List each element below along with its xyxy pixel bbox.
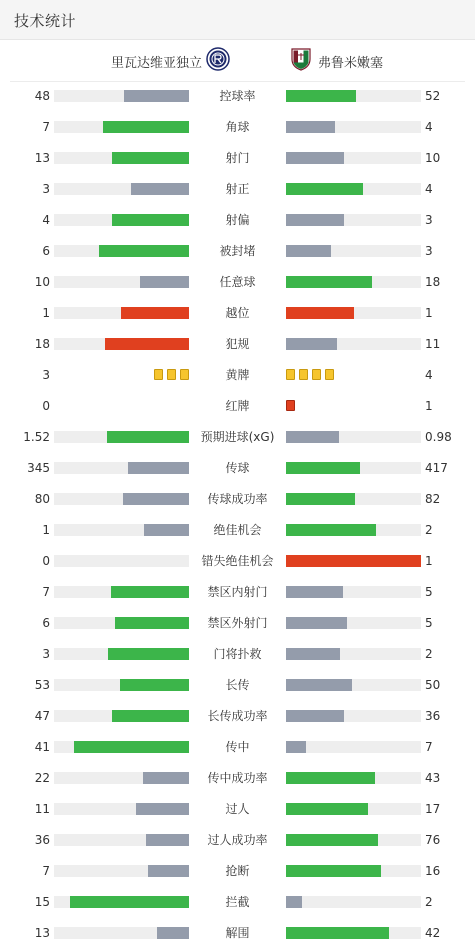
- away-stat-value: 1: [425, 399, 433, 413]
- away-bar-fill: [286, 555, 421, 567]
- away-bar-fill: [286, 431, 339, 443]
- home-bar-fill: [157, 927, 189, 939]
- away-bar-fill: [286, 927, 389, 939]
- stat-label: 禁区外射门: [207, 616, 268, 630]
- yellow-card-icon: [286, 369, 295, 380]
- home-bar-track: [54, 462, 189, 474]
- home-stat-value: 47: [34, 709, 50, 723]
- away-bar-track: [286, 276, 421, 288]
- stat-label: 门将扑救: [213, 647, 262, 661]
- away-bar-track: [286, 834, 421, 846]
- home-stat-value: 0: [42, 399, 50, 413]
- stat-label: 传球成功率: [207, 492, 268, 506]
- stat-label: 角球: [225, 120, 250, 134]
- stat-label: 错失绝佳机会: [201, 554, 274, 568]
- away-bar-fill: [286, 648, 340, 660]
- away-bar-fill: [286, 865, 381, 877]
- away-bar-track: [286, 555, 421, 567]
- away-bar-fill: [286, 152, 344, 164]
- home-stat-value: 6: [42, 616, 50, 630]
- stat-row: [0, 391, 475, 422]
- away-bar-track: [286, 803, 421, 815]
- away-bar-track: [286, 741, 421, 753]
- away-bar-fill: [286, 772, 375, 784]
- away-bar-track: [286, 121, 421, 133]
- away-bar-track: [286, 431, 421, 443]
- home-bar-track: [54, 524, 189, 536]
- stat-row: [0, 236, 475, 267]
- home-bar-fill: [124, 90, 189, 102]
- away-bar-fill: [286, 679, 352, 691]
- away-bar-fill: [286, 741, 306, 753]
- stat-row: [0, 360, 475, 391]
- home-bar-track: [54, 121, 189, 133]
- away-bar-fill: [286, 276, 372, 288]
- stat-row: [0, 205, 475, 236]
- stat-label: 抢断: [225, 864, 250, 878]
- yellow-card-icon: [325, 369, 334, 380]
- stat-label: 红牌: [225, 399, 250, 413]
- home-bar-fill: [74, 741, 189, 753]
- home-bar-track: [54, 152, 189, 164]
- home-bar-track: [54, 710, 189, 722]
- away-bar-fill: [286, 214, 344, 226]
- home-stat-value: 3: [42, 647, 50, 661]
- home-bar-fill: [108, 648, 189, 660]
- yellow-card-icon: [154, 369, 163, 380]
- home-bar-fill: [121, 307, 189, 319]
- home-bar-fill: [128, 462, 189, 474]
- teams-header: [10, 40, 465, 82]
- away-bar-fill: [286, 121, 335, 133]
- stat-row: [0, 329, 475, 360]
- away-bar-fill: [286, 183, 363, 195]
- home-stat-value: 15: [34, 895, 50, 909]
- home-stat-value: 7: [42, 120, 50, 134]
- away-stat-value: 52: [425, 89, 441, 103]
- away-stat-value: 16: [425, 864, 441, 878]
- away-stat-value: 2: [425, 647, 433, 661]
- home-bar-fill: [136, 803, 189, 815]
- home-bar-track: [54, 896, 189, 908]
- home-stat-value: 3: [42, 182, 50, 196]
- stat-label: 禁区内射门: [207, 585, 268, 599]
- yellow-card-icon: [299, 369, 308, 380]
- home-stat-value: 22: [34, 771, 50, 785]
- stat-label: 长传: [225, 678, 250, 692]
- independiente-rivadavia-crest-icon: [206, 47, 230, 75]
- away-stat-value: 0.98: [425, 430, 452, 444]
- home-stat-value: 345: [27, 461, 50, 475]
- away-stat-value: 18: [425, 275, 441, 289]
- away-stat-value: 4: [425, 182, 433, 196]
- home-bar-fill: [120, 679, 189, 691]
- home-team-name: 里瓦达维亚独立: [110, 55, 202, 71]
- away-bar-fill: [286, 493, 355, 505]
- stat-label: 射门: [225, 151, 250, 165]
- away-bar-fill: [286, 586, 343, 598]
- home-stat-value: 41: [34, 740, 50, 754]
- stat-label: 传球: [225, 461, 250, 475]
- away-bar-track: [286, 493, 421, 505]
- page-title: 技术统计: [14, 12, 77, 30]
- stat-row: [0, 267, 475, 298]
- away-bar-track: [286, 648, 421, 660]
- stat-label: 控球率: [219, 89, 256, 103]
- home-team[interactable]: [111, 49, 230, 73]
- stat-label: 射偏: [225, 213, 250, 227]
- away-stat-value: 5: [425, 585, 433, 599]
- stat-row: [0, 825, 475, 856]
- home-bar-fill: [112, 152, 189, 164]
- home-stat-value: 13: [34, 151, 50, 165]
- home-stat-value: 80: [34, 492, 50, 506]
- home-bar-fill: [115, 617, 189, 629]
- stat-row: [0, 670, 475, 701]
- home-bar-track: [54, 834, 189, 846]
- away-team[interactable]: [290, 49, 383, 73]
- stat-row: [0, 298, 475, 329]
- home-stat-value: 48: [34, 89, 50, 103]
- away-stat-value: 82: [425, 492, 441, 506]
- away-bar-track: [286, 307, 421, 319]
- away-stat-value: 1: [425, 554, 433, 568]
- stat-row: [0, 81, 475, 112]
- away-bar-track: [286, 865, 421, 877]
- stat-row: [0, 515, 475, 546]
- home-bar-track: [54, 679, 189, 691]
- stat-row: [0, 422, 475, 453]
- away-bar-fill: [286, 307, 354, 319]
- away-stat-value: 17: [425, 802, 441, 816]
- stat-label: 射正: [225, 182, 250, 196]
- away-stat-value: 36: [425, 709, 441, 723]
- stat-row: [0, 174, 475, 205]
- home-bar-track: [54, 245, 189, 257]
- home-bar-fill: [144, 524, 189, 536]
- home-bar-fill: [146, 834, 189, 846]
- yellow-card-icon: [167, 369, 176, 380]
- stat-row: [0, 732, 475, 763]
- home-bar-fill: [70, 896, 189, 908]
- away-stat-value: 10: [425, 151, 441, 165]
- stat-row: [0, 484, 475, 515]
- away-stat-value: 76: [425, 833, 441, 847]
- away-stat-value: 4: [425, 120, 433, 134]
- stat-label: 越位: [225, 306, 250, 320]
- home-bar-fill: [112, 710, 189, 722]
- away-team-name: 弗鲁米嫩塞: [318, 55, 384, 71]
- home-bar-fill: [99, 245, 189, 257]
- home-bar-fill: [131, 183, 189, 195]
- away-bar-track: [286, 183, 421, 195]
- home-cards: [154, 369, 189, 381]
- home-stat-value: 1.52: [23, 430, 50, 444]
- stat-label: 预期进球(xG): [200, 430, 275, 444]
- away-cards: [286, 369, 334, 381]
- home-bar-track: [54, 307, 189, 319]
- stat-row: [0, 112, 475, 143]
- away-bar-fill: [286, 834, 378, 846]
- away-bar-fill: [286, 896, 302, 908]
- stat-row: [0, 143, 475, 174]
- stat-label: 传中: [225, 740, 250, 754]
- away-bar-fill: [286, 803, 368, 815]
- home-bar-fill: [123, 493, 189, 505]
- home-bar-track: [54, 617, 189, 629]
- home-bar-track: [54, 90, 189, 102]
- home-stat-value: 6: [42, 244, 50, 258]
- home-stat-value: 10: [34, 275, 50, 289]
- stat-row: [0, 856, 475, 887]
- away-bar-track: [286, 617, 421, 629]
- home-bar-track: [54, 586, 189, 598]
- yellow-card-icon: [312, 369, 321, 380]
- stat-label: 绝佳机会: [213, 523, 262, 537]
- stat-row: [0, 701, 475, 732]
- stat-label: 犯规: [225, 337, 250, 351]
- away-bar-track: [286, 462, 421, 474]
- home-bar-track: [54, 741, 189, 753]
- home-bar-fill: [112, 214, 189, 226]
- away-bar-fill: [286, 617, 347, 629]
- away-bar-fill: [286, 462, 360, 474]
- away-bar-track: [286, 214, 421, 226]
- stat-label: 任意球: [219, 275, 256, 289]
- yellow-card-icon: [180, 369, 189, 380]
- away-stat-value: 3: [425, 244, 433, 258]
- home-bar-fill: [148, 865, 189, 877]
- away-bar-track: [286, 152, 421, 164]
- stat-label: 拦截: [225, 895, 250, 909]
- stat-row: [0, 639, 475, 670]
- away-bar-fill: [286, 524, 376, 536]
- stat-row: [0, 918, 475, 949]
- home-bar-fill: [143, 772, 189, 784]
- home-stat-value: 18: [34, 337, 50, 351]
- away-stat-value: 2: [425, 895, 433, 909]
- home-bar-track: [54, 772, 189, 784]
- away-stat-value: 4: [425, 368, 433, 382]
- away-stat-value: 11: [425, 337, 441, 351]
- stat-label: 解围: [225, 926, 250, 940]
- home-stat-value: 1: [42, 523, 50, 537]
- away-stat-value: 2: [425, 523, 433, 537]
- home-stat-value: 4: [42, 213, 50, 227]
- away-bar-fill: [286, 245, 331, 257]
- away-stat-value: 7: [425, 740, 433, 754]
- away-bar-fill: [286, 338, 337, 350]
- stat-label: 被封堵: [219, 244, 256, 258]
- home-bar-fill: [105, 338, 189, 350]
- home-stat-value: 0: [42, 554, 50, 568]
- away-bar-track: [286, 586, 421, 598]
- stat-label: 长传成功率: [207, 709, 268, 723]
- home-bar-track: [54, 803, 189, 815]
- home-stat-value: 7: [42, 864, 50, 878]
- away-bar-track: [286, 896, 421, 908]
- away-stat-value: 5: [425, 616, 433, 630]
- away-bar-fill: [286, 710, 344, 722]
- stat-row: [0, 887, 475, 918]
- home-bar-fill: [140, 276, 189, 288]
- home-bar-fill: [103, 121, 189, 133]
- home-bar-track: [54, 648, 189, 660]
- stat-row: [0, 453, 475, 484]
- home-bar-track: [54, 927, 189, 939]
- stat-label: 过人: [225, 802, 250, 816]
- home-bar-track: [54, 865, 189, 877]
- away-stat-value: 3: [425, 213, 433, 227]
- away-bar-fill: [286, 90, 356, 102]
- away-stat-value: 417: [425, 461, 448, 475]
- home-stat-value: 11: [34, 802, 50, 816]
- away-stat-value: 43: [425, 771, 441, 785]
- home-bar-track: [54, 276, 189, 288]
- home-bar-track: [54, 338, 189, 350]
- red-card-icon: [286, 400, 295, 411]
- stat-row: [0, 794, 475, 825]
- home-bar-track: [54, 214, 189, 226]
- stat-label: 传中成功率: [207, 771, 268, 785]
- home-bar-track: [54, 431, 189, 443]
- home-bar-track: [54, 493, 189, 505]
- home-bar-fill: [107, 431, 189, 443]
- stat-row: [0, 577, 475, 608]
- home-stat-value: 1: [42, 306, 50, 320]
- home-stat-value: 36: [34, 833, 50, 847]
- away-cards: [286, 400, 295, 412]
- away-bar-track: [286, 90, 421, 102]
- home-stat-value: 13: [34, 926, 50, 940]
- away-bar-track: [286, 245, 421, 257]
- away-bar-track: [286, 927, 421, 939]
- away-stat-value: 42: [425, 926, 441, 940]
- stat-label: 过人成功率: [207, 833, 268, 847]
- fluminense-crest-icon: [290, 47, 312, 75]
- away-bar-track: [286, 679, 421, 691]
- away-stat-value: 1: [425, 306, 433, 320]
- home-bar-track: [54, 555, 189, 567]
- home-bar-track: [54, 183, 189, 195]
- away-bar-track: [286, 710, 421, 722]
- stat-label: 黄牌: [225, 368, 250, 382]
- home-stat-value: 7: [42, 585, 50, 599]
- away-bar-track: [286, 338, 421, 350]
- section-header: [0, 0, 475, 40]
- away-stat-value: 50: [425, 678, 441, 692]
- stat-row: [0, 546, 475, 577]
- away-bar-track: [286, 772, 421, 784]
- stat-row: [0, 763, 475, 794]
- home-stat-value: 53: [34, 678, 50, 692]
- home-stat-value: 3: [42, 368, 50, 382]
- stat-row: [0, 608, 475, 639]
- home-bar-fill: [111, 586, 189, 598]
- away-bar-track: [286, 524, 421, 536]
